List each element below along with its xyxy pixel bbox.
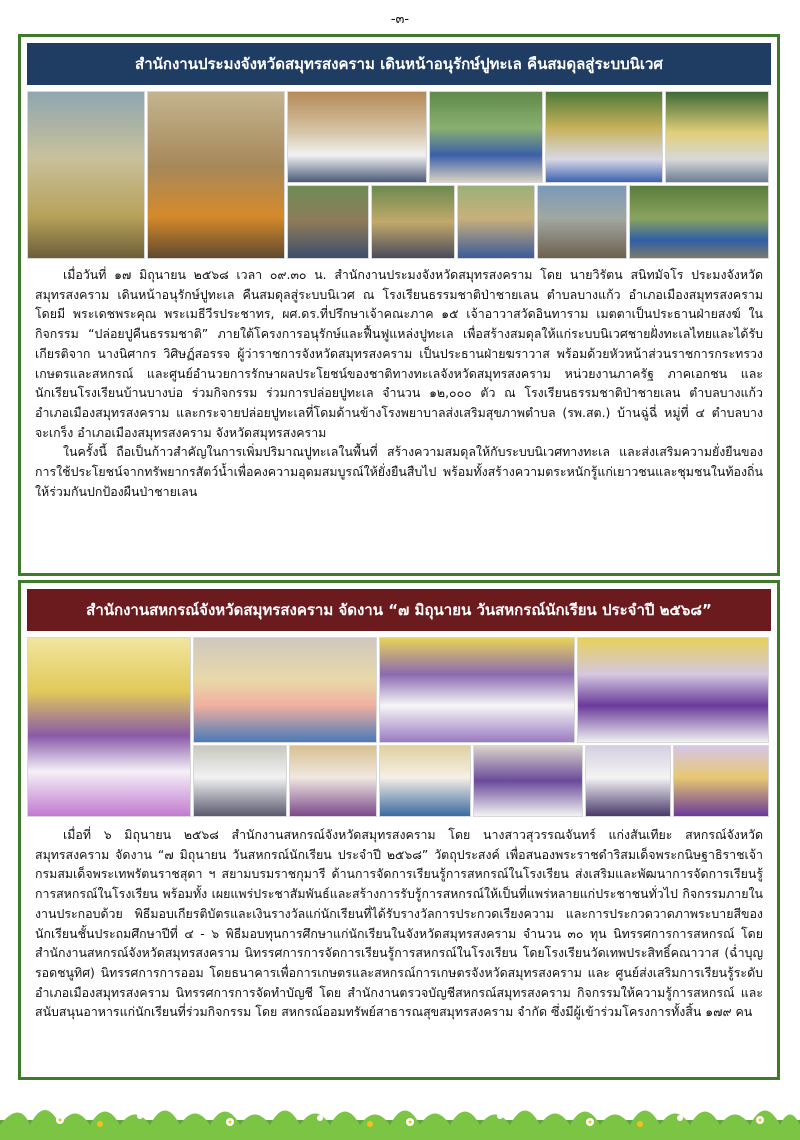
photo-students-food bbox=[379, 745, 471, 817]
photo-guests-row bbox=[371, 185, 455, 259]
article-body-fisheries bbox=[35, 265, 763, 501]
photo-crab-basin bbox=[537, 185, 627, 259]
photo-exhibition-booth bbox=[193, 637, 377, 743]
photo-group-ceremony bbox=[287, 91, 427, 183]
footer-grass-decoration bbox=[0, 1080, 800, 1140]
photo-officials bbox=[457, 185, 535, 259]
paragraph: เมื่อที่ ๖ มิถุนายน ๒๕๖๘ สำนักงานสหกรณ์จังหวัดสมุทรสงคราม โดย นางสาวสุวรรณจันทร์ แก่งสันเทียะ สหกรณ์จังหวัดสมุทรสงคราม จัดงาน “๗ มิถุนายน วันสหกรณ์นักเรียน ประจำปี ๒๕๖๘” วัตถุประสงค์ เพื่อสนองพระราชดำริสมเด็จพระกนิษฐาธิราชเจ้า กรมสมเด็จพระเทพรัตนราชสุดา ฯ สยามบรมราชกุมารี ด้านการจัดการเรียนรู้การสหกรณ์ในโรงเรียน ส่งเสริมและพัฒนาการจัดการเรียนรู้การสหกรณ์ในโรงเรียน พร้อมทั้ง เผยแพร่ประชาสัมพันธ์และสร้างการรับรู้การสหกรณ์ให้เป็นที่แพร่หลายแก่ประชาชนทั่วไป กิจกรรมภายในงานประกอบด้วย พิธีมอบเกียรติบัตรและเงินรางวัลแก่นักเรียนที่ได้รับรางวัลการประกวดเรียงความ และการประกวดวาดภาพระบายสีของนักเรียนชั้นประถมศึกษาปีที่ ๔ - ๖ พิธีมอบทุนการศึกษาแก่นักเรียนในจังหวัดสมุทรสงคราม จำนวน ๓๐ ทุน นิทรรศการการสหกรณ์ โดย สำนักงานสหกรณ์จังหวัดสมุทรสงคราม นิทรรศการการจัดการเรียนรู้การสหกรณ์ในโรงเรียน โดยโรงเรียนวัดเทพประสิทธิ์คณาวาส (ฉ่ำบุญรอดชนูทิศ) นิทรรศการการออม โดยธนาคารเพื่อการเกษตรและสหกรณ์การเกษตรจังหวัดสมุทรสงคราม และ ศูนย์ส่งเสริมการเรียนรู้ระดับอำเภอเมืองสมุทรสงคราม นิทรรศการการจัดทำบัญชี โดย สำนักงานตรวจบัญชีสหกรณ์สมุทรสงคราม กิจกรรมให้ความรู้การสหกรณ์ และ สนับสนุนอาหารแก่นักเรียนที่ร่วมกิจกรรม โดย สหกรณ์ออมทรัพย์สาธารณสุขสมุทรสงคราม จำกัด ซึ่งมีผู้เข้าร่วมโครงการทั้งสิ้น ๑๗๙ คน bbox=[35, 827, 763, 1020]
photo-students-table bbox=[289, 745, 377, 817]
photo-stage-backdrop bbox=[27, 637, 191, 817]
paragraph: เมื่อวันที่ ๑๗ มิถุนายน ๒๕๖๘ เวลา ๐๙.๓๐ น. สำนักงานประมงจังหวัดสมุทรสงคราม โดย นายวิรัตน สนิทมัจโร ประมงจังหวัดสมุทรสงคราม เดินหน้าอนุรักษ์ปูทะเล คืนสมดุลสู่ระบบนิเวศ ณ โรงเรียนธรรมชาติป่าชายเลน ตำบลบางแก้ว อำเภอเมืองสมุทรสงคราม โดยมี พระเดชพระคุณ พระเมธีวีรประชาทร, ผศ.ดร.ที่ปรึกษาเจ้าคณะภาค ๑๕ เจ้าอาวาสวัดอินทาราม เมตตาเป็นประธานฝ่ายสงฆ์ ในกิจกรรม “ปล่อยปูคืนธรรมชาติ” ภายใต้โครงการอนุรักษ์และฟื้นฟูแหล่งปูทะเล เพื่อสร้างสมดุลให้แก่ระบบนิเวศชายฝั่งทะเลไทยและได้รับเกียรติจาก นางนิศากร วิศิษฏ์สอรรจ ผู้ว่าราชการจังหวัดสมุทรสงคราม เป็นประธานฝ่ายฆราวาส พร้อมด้วยหัวหน้าส่วนราชการกระทรวงเกษตรและสหกรณ์ และศูนย์อำนวยการรักษาผลประโยชน์ของชาติทางทะเลจังหวัดสมุทรสงคราม หน่วยงานภาครัฐ ภาคเอกชน และนักเรียนโรงเรียนบ้านบางบ่อ ร่วมกิจกรรม ร่วมการปล่อยปูทะเล จำนวน ๑๒,๐๐๐ ตัว ณ โรงเรียนธรรมชาติป่าชายเลน ตำบลบางแก้ว อำเภอเมืองสมุทรสงคราม และกระจายปล่อยปูทะเลที่โดมด้านข้างโรงพยาบาลส่งเสริมสุขภาพตำบล (รพ.สต.) บ้านฉู่ฉี่ หมู่ที่ ๔ ตำบลบางจะเกร็ง อำเภอเมืองสมุทรสงคราม จังหวัดสมุทรสงคราม bbox=[35, 267, 763, 440]
photo-audience-seated bbox=[287, 185, 369, 259]
section-title-fisheries: สำนักงานประมงจังหวัดสมุทรสงคราม เดินหน้าอนุรักษ์ปูทะเล คืนสมดุลสู่ระบบนิเวศ bbox=[27, 43, 771, 85]
photo-mangrove-group bbox=[629, 185, 769, 259]
photo-crab-release-3 bbox=[665, 91, 769, 183]
photo-speaker-man-with-monk bbox=[147, 91, 285, 259]
photo-award-line bbox=[473, 745, 583, 817]
section-title-cooperative: สำนักงานสหกรณ์จังหวัดสมุทรสงคราม จัดงาน “๗ มิถุนายน วันสหกรณ์นักเรียน ประจำปี ๒๕๖๘” bbox=[27, 589, 771, 631]
paragraph: ในครั้งนี้ ถือเป็นก้าวสำคัญในการเพิ่มปริมาณปูทะเลในพื้นที่ สร้างความสมดุลให้กับระบบนิเวศทางทะเล และส่งเสริมความยั่งยืนของการใช้ประโยชน์จากทรัพยากรสัตว์น้ำเพื่อคงความอุดมสมบูรณ์ให้ยั่งยืนสืบไป พร้อมทั้งสร้างความตระหนักรู้แก่เยาวชนและชุมชนในท้องถิ่นให้ร่วมกันปกป้องผืนป่าชายเลน bbox=[35, 444, 763, 499]
photo-group-purple bbox=[577, 637, 769, 743]
article-body-cooperative bbox=[35, 825, 763, 1022]
photo-crab-release-1 bbox=[429, 91, 543, 183]
photo-award-student bbox=[673, 745, 769, 817]
photo-students-line bbox=[193, 745, 287, 817]
photo-seated-audience bbox=[379, 637, 575, 743]
page-number: -๓- bbox=[390, 12, 410, 27]
news-section-cooperative bbox=[18, 580, 780, 1080]
photo-crab-release-2 bbox=[545, 91, 663, 183]
news-section-fisheries bbox=[18, 34, 780, 576]
photo-award-giving bbox=[585, 745, 671, 817]
photo-speaker-woman bbox=[27, 91, 145, 259]
